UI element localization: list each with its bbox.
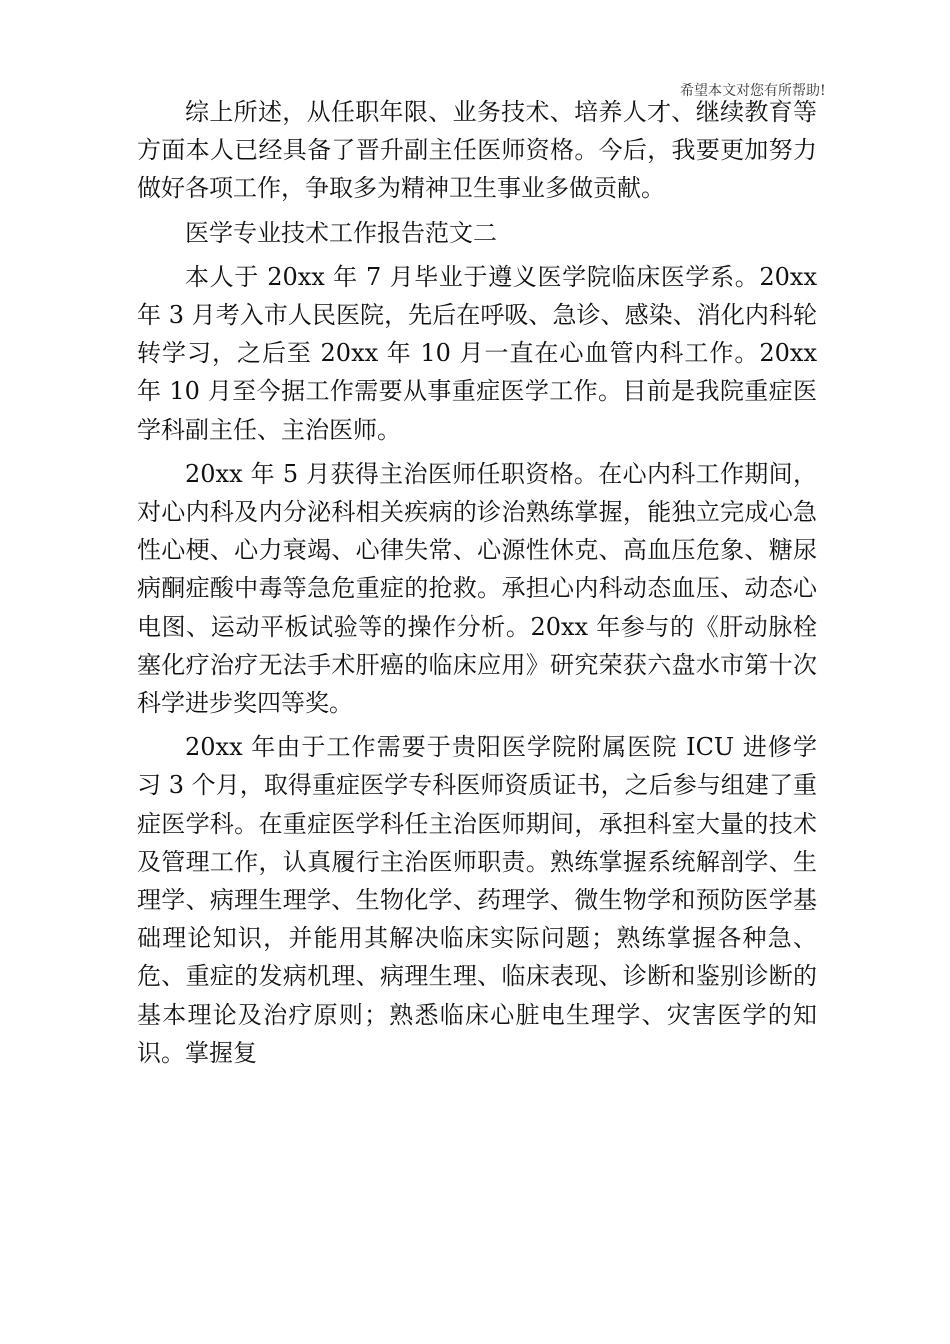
paragraph-cardiology: 20xx 年 5 月获得主治医师任职资格。在心内科工作期间，对心内科及内分泌科相关疾病的诊治熟练掌握，能独立完成心急性心梗、心力衰竭、心律失常、心源性休克、高血压危象、糖尿病酮症酸中毒等急危重症的抢救。承担心内科动态血压、动态心电图、运动平板试验等的操作分析。20xx 年参与的《肝动脉栓塞化疗治疗无法手术肝癌的临床应用》研究荣获六盘水市第十次科学进步奖四等奖。	[137, 459, 817, 718]
watermark-text: 希望本文对您有所帮助!	[680, 83, 826, 99]
paragraph-career: 本人于 20xx 年 7 月毕业于遵义医学院临床医学系。20xx 年 3 月考入市人民医院，先后在呼吸、急诊、感染、消化内科轮转学习，之后至 20xx 年 10 月一直在心血管内科工作。20xx 年 10 月至今据工作需要从事重症医学工作。目前是我院重症医学科副主任、主治医师。	[137, 262, 817, 444]
document-body	[137, 93, 817, 1078]
section-heading: 医学专业技术工作报告范文二	[185, 218, 497, 247]
paragraph-summary: 综上所述，从任职年限、业务技术、培养人才、继续教育等方面本人已经具备了晋升副主任医师资格。今后，我要更加努力做好各项工作，争取多为精神卫生事业多做贡献。	[137, 98, 817, 203]
paragraph-icu: 20xx 年由于工作需要于贵阳医学院附属医院 ICU 进修学习 3 个月，取得重症医学专科医师资质证书，之后参与组建了重症医学科。在重症医学科任主治医师期间，承担科室大量的技术及管理工作，认真履行主治医师职责。熟练掌握系统解剖学、生理学、病理生理学、生物化学、药理学、微生物学和预防医学基础理论知识，并能用其解决临床实际问题；熟练掌握各种急、危、重症的发病机理、病理生理、临床表现、诊断和鉴别诊断的基本理论及治疗原则；熟悉临床心脏电生理学、灾害医学的知识。掌握复	[137, 733, 817, 1067]
